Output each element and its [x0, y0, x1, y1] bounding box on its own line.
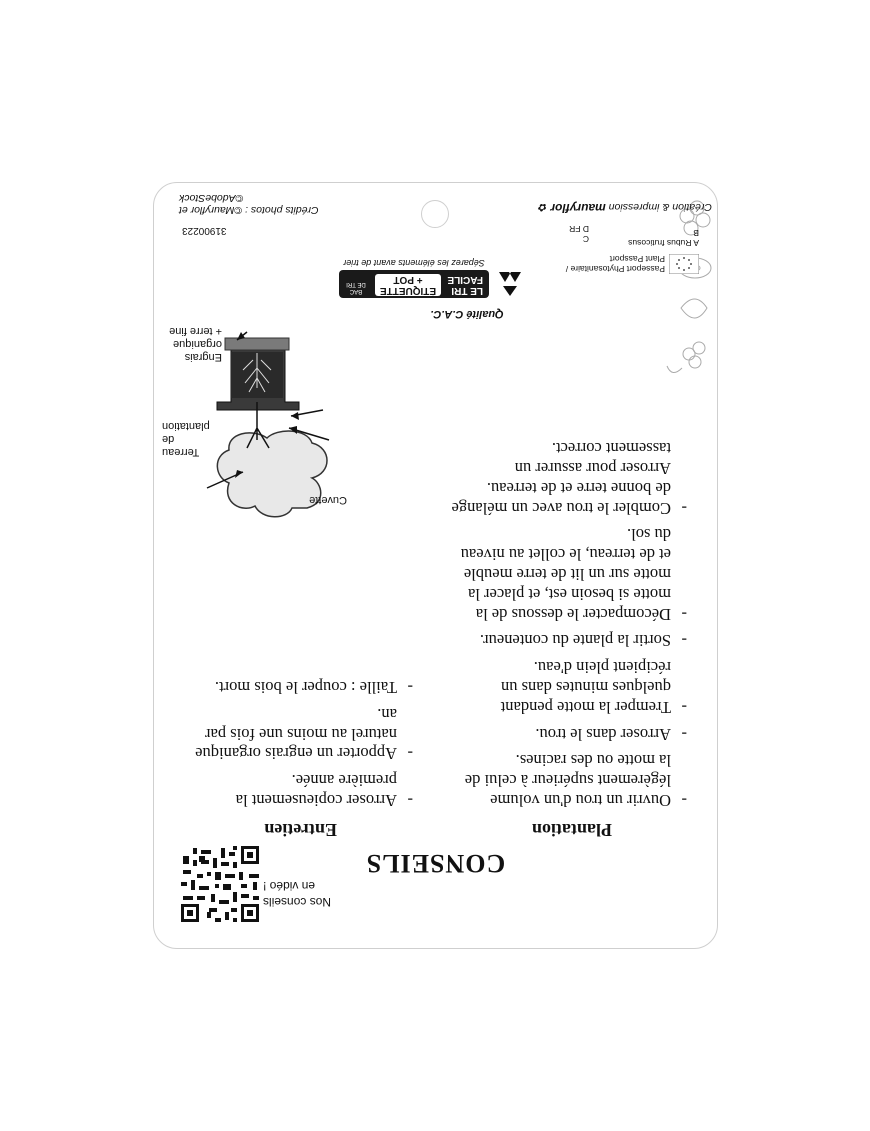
page-title: CONSEILS: [365, 849, 506, 878]
label-cuvette: Cuvette: [309, 494, 347, 506]
plant-passport: [529, 224, 699, 274]
recycle-icon: [493, 266, 527, 300]
list-item: - Tremper la motte pendant quelques minutes dans un récipient plein d'eau.: [451, 657, 687, 716]
quality-label: Qualité C.A.C.: [430, 308, 504, 320]
plantation-list: [451, 431, 687, 810]
tri-etiquette: ÉTIQUETTE: [379, 285, 437, 296]
qr-caption: [263, 878, 349, 910]
passport-line: C: [582, 234, 589, 244]
list-item: - Ouvrir un trou d'un volume légèrement supérieur à celui de la motte ou des racines.: [451, 751, 687, 810]
tri-items: [375, 274, 441, 296]
creation-text: Création & impression: [608, 201, 712, 213]
qr-caption-line2: en vidéo !: [263, 879, 316, 893]
passport-line: D FR: [569, 224, 589, 234]
plant-label-card: [153, 182, 718, 949]
list-item: - Taille : couper le bois mort.: [193, 677, 413, 697]
tri-le-tri: LE TRI: [451, 285, 483, 296]
product-code: 31900223: [182, 225, 227, 236]
list-item: - Combler le trou avec un mélange de bonne terre et de terreau. Arroser pour assurer un tassement correct.: [451, 438, 687, 517]
recycling-badge: [331, 244, 527, 300]
list-item: - Apporter un engrais organique naturel au moins une fois par an.: [193, 704, 413, 763]
eu-flag-icon: [669, 254, 699, 274]
label-engrais-line: organique: [173, 338, 222, 350]
fruit-illustration: [662, 188, 717, 388]
label-terreau: [162, 419, 222, 458]
qr-caption-line1: Nos conseils: [263, 895, 332, 909]
entretien-heading: Entretien: [264, 820, 337, 840]
tri-pot: + POT: [393, 274, 423, 285]
label-terreau-line: Terreau: [162, 446, 200, 458]
plantation-heading: Plantation: [531, 820, 612, 840]
passport-line: B: [693, 228, 699, 238]
label-terreau-line: de: [162, 433, 175, 445]
tri-note: Séparez les éléments avant de trier: [343, 258, 485, 268]
flower-icon: ✿: [538, 201, 548, 213]
label-terreau-line: plantation: [162, 420, 210, 432]
list-item: - Sortir la plante du conteneur.: [451, 631, 687, 651]
tri-facile: FACILE: [447, 274, 483, 285]
passport-line: Plant Passport: [609, 254, 665, 264]
list-item: - Arroser copieusement la première année.: [193, 770, 413, 810]
list-item: - Décompacter le dessous de la motte si besoin est, et placer la motte sur un lit de terre meuble et de terreau, le collet au niveau du sol.: [451, 525, 687, 624]
photo-credits: Crédits photos : ©Mauryflor et ©AdobeStock: [179, 192, 319, 216]
tri-title: [447, 274, 483, 296]
passport-line: A Rubus fruticosus: [628, 238, 699, 248]
print-credit: [502, 201, 712, 215]
card-content: [154, 183, 717, 948]
label-engrais-line: + terre fine: [169, 325, 222, 337]
hang-hole: [421, 200, 449, 228]
label-engrais: [152, 324, 222, 363]
tri-bac: BAC DE TRI: [346, 281, 366, 294]
label-engrais-line: Engrais: [184, 351, 222, 363]
entretien-list: [193, 670, 413, 810]
passport-line: Passeport Phytosanitaire /: [565, 264, 665, 274]
list-item: - Arroser dans le trou.: [451, 724, 687, 744]
brand-logo: mauryflor: [550, 201, 606, 215]
